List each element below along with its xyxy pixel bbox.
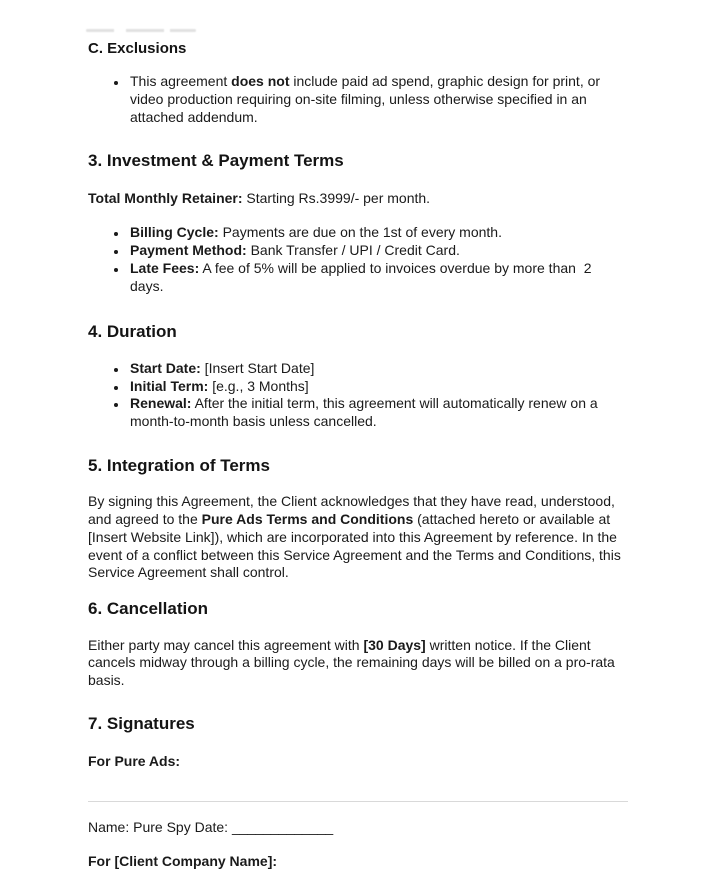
text-segment: This agreement: [130, 73, 232, 89]
list-item: [128, 360, 628, 378]
bold-segment: Late Fees:: [130, 259, 200, 276]
bold-segment: Pure Ads Terms and Conditions: [201, 511, 414, 528]
text-segment: Either party may cancel this agreement with: [88, 636, 364, 653]
list-item: [128, 378, 628, 396]
bold-segment: Billing Cycle:: [130, 224, 219, 241]
heading-exclusions: C. Exclusions: [88, 40, 187, 57]
list-item: [128, 260, 628, 296]
list-item: [128, 395, 628, 431]
text-segment: Starting Rs.3999/- per month.: [242, 189, 431, 206]
heading-cancellation: 6. Cancellation: [88, 599, 208, 619]
list-item: [128, 73, 628, 126]
exclusions-list: [88, 73, 628, 126]
text-segment: written notice. If the Client cancels midway through a billing cycle, the remaining days will be billed on a pro-rata basis.: [88, 636, 619, 689]
text-segment: After the initial term, this agreement will automatically renew on a month-to-month basis unless cancelled.: [130, 395, 602, 430]
bold-segment: Start Date:: [130, 359, 201, 376]
list-item: [128, 242, 628, 260]
text-segment: [e.g., 3 Months]: [208, 377, 309, 394]
bold-segment: Payment Method:: [130, 242, 247, 259]
text-segment: Bank Transfer / UPI / Credit Card.: [246, 242, 460, 259]
bold-segment: does not: [231, 73, 290, 89]
retainer-line: [88, 190, 628, 208]
text-segment: (attached hereto or available at [Insert Website Link]), which are incorporated into this Agreement by reference. In the event of a conflict between this Service Agreement and the Terms and Conditions, this Service Agreement shall control.: [88, 511, 625, 581]
text-segment: A fee of 5% will be applied to invoices overdue by more than 2 days.: [130, 259, 596, 294]
bold-segment: [30 Days]: [363, 636, 426, 653]
bold-segment: Renewal:: [130, 395, 192, 412]
list-item: [128, 224, 628, 242]
heading-signatures: 7. Signatures: [88, 713, 195, 733]
cancellation-paragraph: [88, 637, 628, 690]
clipped-text-remnant: [86, 29, 196, 32]
integration-paragraph: [88, 493, 628, 582]
heading-integration-of-terms: 5. Integration of Terms: [88, 455, 270, 475]
heading-duration: 4. Duration: [88, 321, 177, 341]
heading-investment-payment-terms: 3. Investment & Payment Terms: [88, 151, 344, 171]
payment-terms-list: [88, 224, 628, 295]
text-segment: Payments are due on the 1st of every month.: [218, 224, 502, 241]
text-segment: [Insert Start Date]: [200, 359, 315, 376]
bold-segment: Initial Term:: [130, 377, 209, 394]
for-pure-ads-label: For Pure Ads:: [88, 753, 181, 770]
text-segment: include paid ad spend, graphic design for print, or video production requiring on-site filming, unless otherwise specified in an attached addendum.: [130, 73, 604, 125]
bold-segment: Total Monthly Retainer:: [88, 189, 243, 206]
text-segment: By signing this Agreement, the Client acknowledges that they have read, understood, and agreed to the: [88, 493, 619, 528]
duration-list: [88, 360, 628, 431]
for-client-label: For [Client Company Name]:: [88, 852, 278, 869]
signature-line: [88, 801, 628, 802]
name-date-line: Name: Pure Spy Date: _____________: [88, 819, 334, 836]
